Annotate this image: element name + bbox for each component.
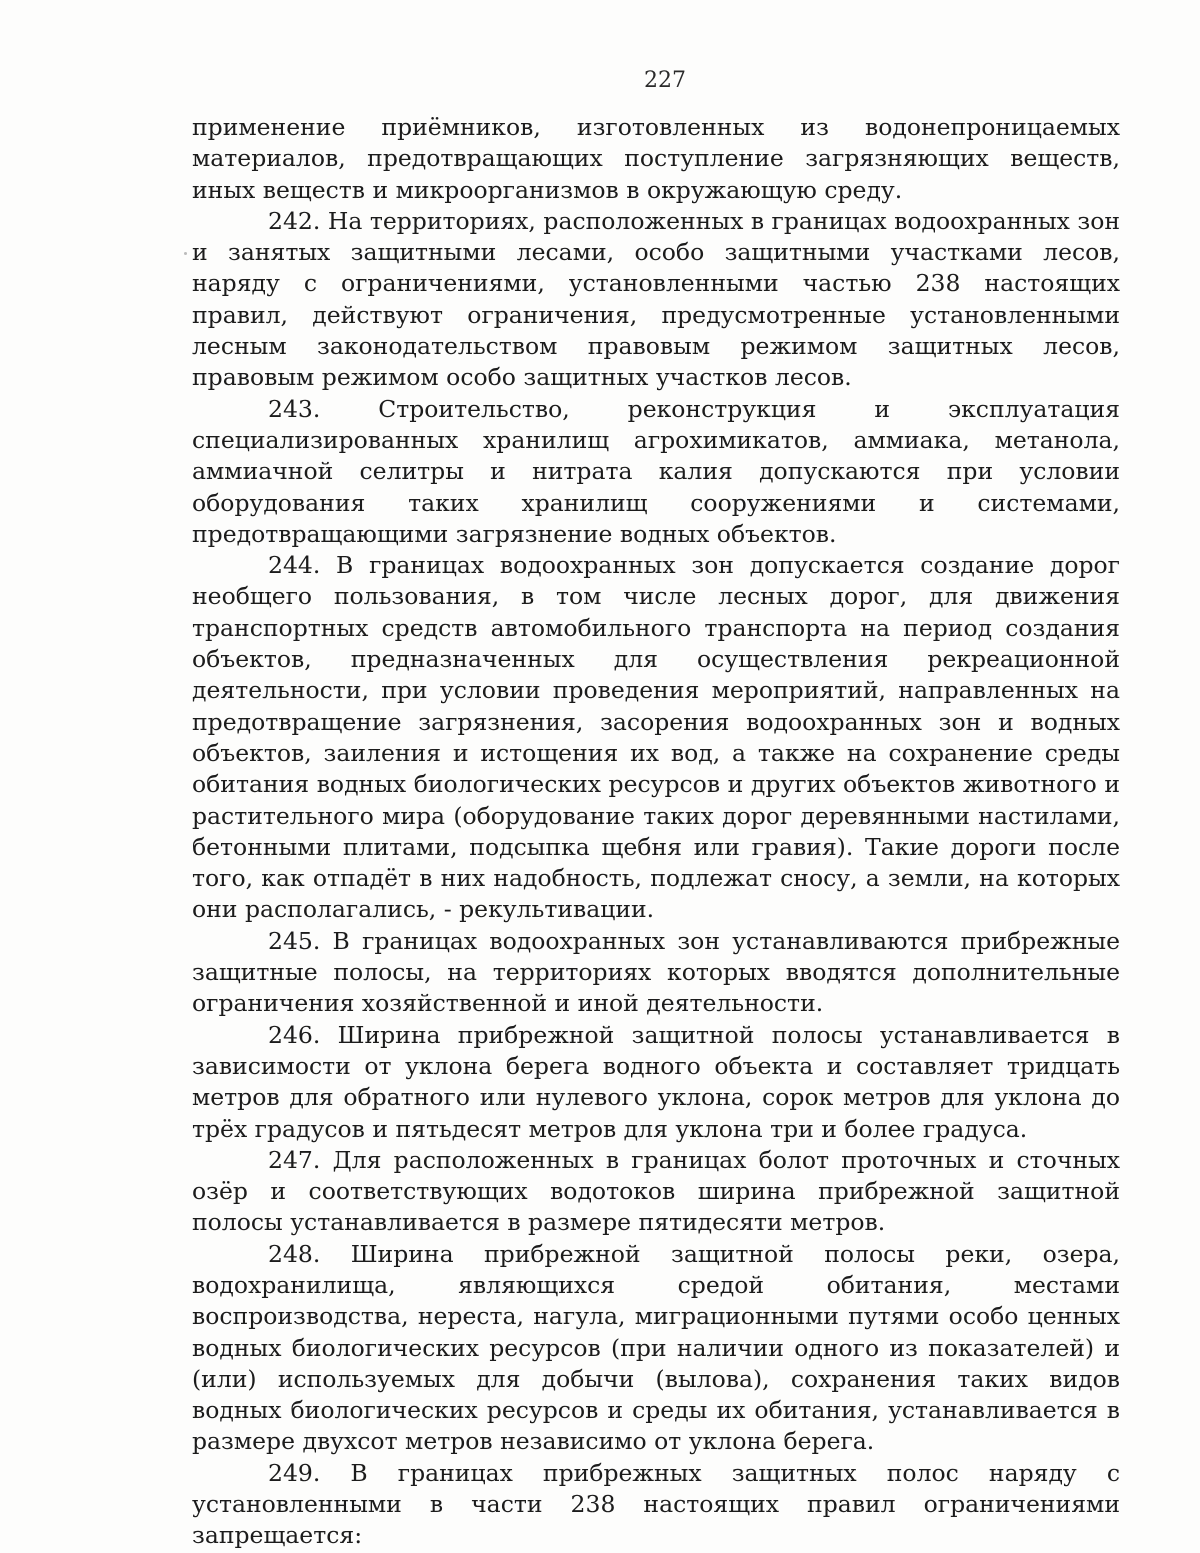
paragraph-244: 244. В границах водоохранных зон допускается создание дорог необщего пользования, в том числе лесных дорог, для движения транспортных средств автомобильного транспорта на период создания объектов, предназначенных для осуществления рекреационной деятельности, при условии проведения мероприятий, направленных на предотвращение загрязнения, засорения водоохранных зон и водных объектов, заиления и истощения их вод, а также на сохранение среды обитания водных биологических ресурсов и других объектов животного и растительного мира (оборудование таких дорог деревянными настилами, бетонными плитами, подсыпка щебня или гравия). Такие дороги после того, как отпадёт в них надобность, подлежат сносу, а земли, на которых они располагались, - рекультивации. xyxy=(192,551,1120,924)
document-body xyxy=(192,112,1120,1552)
paragraph-241-continuation: применение приёмников, изготовленных из водонепроницаемых материалов, предотвращающих поступление загрязняющих веществ, иных веществ и микроорганизмов в окружающую среду. xyxy=(192,113,1120,204)
paragraph-247: 247. Для расположенных в границах болот проточных и сточных озёр и соответствующих водотоков ширина прибрежной защитной полосы устанавливается в размере пятидесяти метров. xyxy=(192,1145,1120,1237)
scan-speck xyxy=(184,252,187,255)
paragraph-245: 245. В границах водоохранных зон устанавливаются прибрежные защитные полосы, на территориях которых вводятся дополнительные ограничения хозяйственной и иной деятельности. xyxy=(192,926,1120,1018)
paragraph-246: 246. Ширина прибрежной защитной полосы устанавливается в зависимости от уклона берега водного объекта и составляет тридцать метров для обратного или нулевого уклона, сорок метров для уклона до трёх градусов и пятьдесят метров для уклона три и более градуса. xyxy=(192,1020,1120,1143)
paragraph-249: 249. В границах прибрежных защитных полос наряду с установленными в части 238 настоящих правил ограничениями запрещается: xyxy=(192,1458,1120,1550)
paragraph-243: 243. Строительство, реконструкция и эксплуатация специализированных хранилищ агрохимикатов, аммиака, метанола, аммиачной селитры и нитрата калия допускаются при условии оборудования таких хранилищ сооружениями и системами, предотвращающими загрязнение водных объектов. xyxy=(192,394,1120,548)
paragraph-248: 248. Ширина прибрежной защитной полосы реки, озера, водохранилища, являющихся средой обитания, местами воспроизводства, нереста, нагула, миграционными путями особо ценных водных биологических ресурсов (при наличии одного из показателей) и (или) используемых для добычи (вылова), сохранения таких видов водных биологических ресурсов и среды их обитания, устанавливается в размере двухсот метров независимо от уклона берега. xyxy=(192,1239,1120,1456)
page-number: 227 xyxy=(644,68,686,93)
paragraph-242: 242. На территориях, расположенных в границах водоохранных зон и занятых защитными лесами, особо защитными участками лесов, наряду с ограничениями, установленными частью 238 настоящих правил, действуют ограничения, предусмотренные установленными лесным законодательством правовым режимом защитных лесов, правовым режимом особо защитных участков лесов. xyxy=(192,206,1120,392)
